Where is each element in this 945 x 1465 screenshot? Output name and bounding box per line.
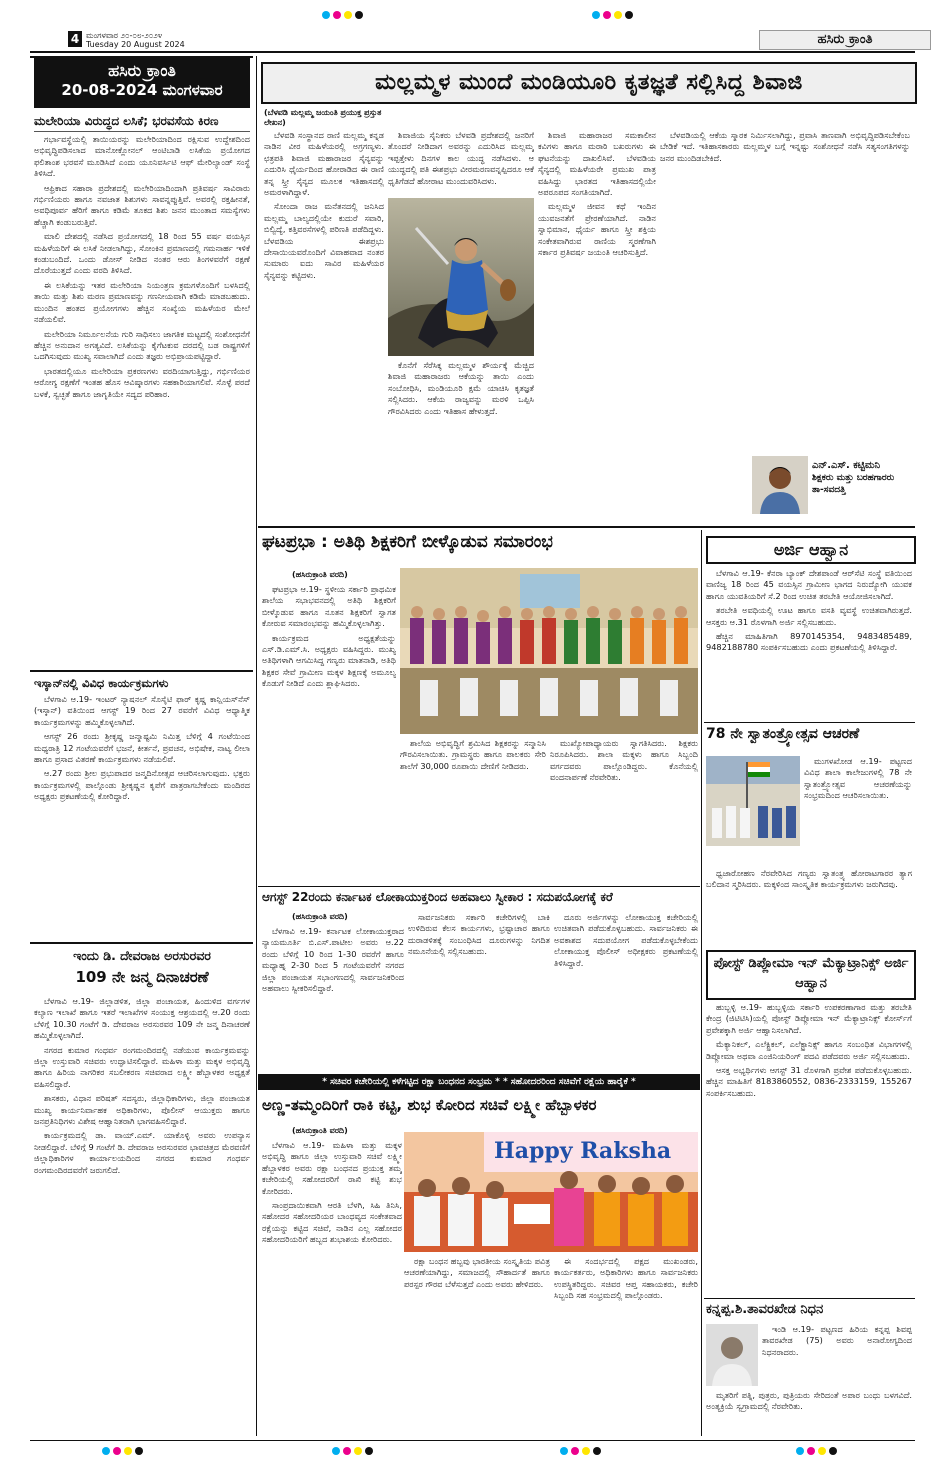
registration-dots-top: [322, 11, 363, 19]
lead-paragraph: ಶಿವಾಜಿಯ ಸೈನಿಕರು ಬೆಳವಡಿ ಪ್ರದೇಶದಲ್ಲಿ ಜನರಿಗೆ ತೊಂದರೆ ನೀಡಿದಾಗ ಅವರನ್ನು ಎದುರಿಸಿದ ಮಲ್ಲಮ್ಮ ಇಪ್ಪತ್ತೇಳು ದಿನಗಳ ಕಾಲ ಯುದ್ಧ ನಡೆಸಿದಳು. ಆ ಯುದ್ಧದಲ್ಲಿ ಪತಿ ಈಶಪ್ರಭು ವೀರಮರಣವನ್ನಪ್ಪಿದರೂ ಆಕೆ ಧೃತಿಗೆಡದೆ ಹೋರಾಟ ಮುಂದುವರಿಸಿದಳು.: [388, 130, 534, 186]
masthead-title: ಹಸಿರು ಕ್ರಾಂತಿ: [108, 61, 176, 80]
lokayukta-body-col2: [408, 912, 550, 1070]
ghataprabha-body-col3: [550, 738, 698, 882]
registration-dots-bottom-1: [102, 1447, 143, 1455]
lead-kicker: (ಬೆಳವಡಿ ಮಲ್ಲಮ್ಮ ಜಯಂತಿ ಪ್ರಯುಕ್ತ ಪ್ರಸ್ತುತ ಲೇಖನ): [264, 108, 382, 127]
author-byline: [812, 460, 912, 496]
editorial-paragraph: ಮಲೇರಿಯಾ ನಿರ್ಮೂಲನೆಯ ಗುರಿ ಸಾಧಿಸಲು ಜಾಗತಿಕ ಮಟ್ಟದಲ್ಲಿ ಸಂಶೋಧನೆಗೆ ಹೆಚ್ಚಿನ ಅನುದಾನ ಅಗತ್ಯವಿದೆ. ಲಸಿಕೆಯನ್ನು ಕೈಗೆಟಕುವ ದರದಲ್ಲಿ ಬಡ ರಾಷ್ಟ್ರಗಳಿಗೆ ಒದಗಿಸುವುದು ಮುಖ್ಯ ಸವಾಲಾಗಿದೆ ಎಂದು ತಜ್ಞರು ಅಭಿಪ್ರಾಯಪಟ್ಟಿದ್ದಾರೆ.: [34, 328, 250, 362]
editorial-paragraph: ಭಾರತದಲ್ಲಿಯೂ ಮಲೇರಿಯಾ ಪ್ರಕರಣಗಳು ವರದಿಯಾಗುತ್ತಿದ್ದು, ಗರ್ಭಿಣಿಯರ ಆರೋಗ್ಯ ರಕ್ಷಣೆಗೆ ಇಂತಹ ಹೊಸ ಆವಿಷ್ಕಾರಗಳು ಸಹಕಾರಿಯಾಗಲಿವೆ. ಸೊಳ್ಳೆ ಪರದೆ ಬಳಕೆ, ಸ್ವಚ್ಛತೆ ಹಾಗೂ ಜಾಗೃತಿಯೇ ಸದ್ಯದ ಪರಿಹಾರ.: [34, 365, 250, 399]
lead-paragraph: ಬೆಳವಡಿಯಲ್ಲಿ ಆಕೆಯ ಸ್ಮಾರಕ ನಿರ್ಮಿಸಲಾಗಿದ್ದು, ಪ್ರವಾಸಿ ತಾಣವಾಗಿ ಅಭಿವೃದ್ಧಿಪಡಿಸಬೇಕೆಂಬ ಬೇಡಿಕೆ ಇದೆ. ಇತಿಹಾಸಕಾರರು ಮಲ್ಲಮ್ಮಳ ಬಗ್ಗೆ ಇನ್ನಷ್ಟು ಸಂಶೋಧನೆ ನಡೆಸಿ ಸತ್ಯಸಂಗತಿಗಳನ್ನು ಜನರ ಮುಂದಿಡಬೇಕಿದೆ.: [660, 130, 910, 163]
ghataprabha-group-photo: [400, 568, 698, 734]
editorial-rule: [34, 131, 250, 132]
iskcon-paragraph: ಬೆಳಗಾವಿ ಆ.19- ಇಂಟರ್ ನ್ಯಾಷನಲ್ ಸೊಸೈಟಿ ಫಾರ್ ಕೃಷ್ಣ ಕಾನ್ಷಿಯಸ್‌ನೆಸ್ (ಇಸ್ಕಾನ್) ವತಿಯಿಂದ ಆಗಸ್ಟ್ 19 ರಿಂದ 27 ರವರೆಗೆ ವಿವಿಧ ಆಧ್ಯಾತ್ಮಿಕ ಕಾರ್ಯಕ್ರಮಗಳನ್ನು ಹಮ್ಮಿಕೊಳ್ಳಲಾಗಿದೆ.: [34, 694, 250, 727]
lead-paragraph: ಶಿವಾಜಿ ಮಹಾರಾಜರ ಸಮಕಾಲೀನ ಕವಿಗಳು ಹಾಗೂ ಮರಾಠಿ ಬಖರುಗಳು ಈ ಘಟನೆಯನ್ನು ದಾಖಲಿಸಿವೆ. ಬೆಳವಡಿಯ ಸೈನ್ಯದಲ್ಲಿ ಮಹಿಳೆಯರೇ ಪ್ರಮುಖ ಪಾತ್ರ ವಹಿಸಿದ್ದು ಭಾರತದ ಇತಿಹಾಸದಲ್ಲಿಯೇ ಅಪರೂಪದ ಸಂಗತಿಯಾಗಿದೆ.: [538, 130, 656, 198]
diploma-headline: ಪೋಸ್ಟ್ ಡಿಪ್ಲೋಮಾ ಇನ್ ಮೆಕ್ಯಾಟ್ರಾನಿಕ್ಸ್ ಅರ್ಜಿ ಆಹ್ವಾನ: [706, 950, 916, 1000]
header-date: [86, 31, 185, 49]
registration-dots-bottom-2: [332, 1447, 373, 1455]
editorial-paragraph: ಮಾಲಿ ದೇಶದಲ್ಲಿ ನಡೆಸಿದ ಪ್ರಯೋಗದಲ್ಲಿ 18 ರಿಂದ 55 ವರ್ಷ ವಯಸ್ಸಿನ ಮಹಿಳೆಯರಿಗೆ ಈ ಲಸಿಕೆ ನೀಡಲಾಗಿದ್ದು, ಸೋಂಕಿನ ಪ್ರಮಾಣದಲ್ಲಿ ಗಮನಾರ್ಹ ಇಳಿಕೆ ಕಂಡುಬಂದಿದೆ. ಒಂದು ಡೋಸ್ ನೀಡಿದ ನಂತರ ಆರು ತಿಂಗಳವರೆಗೆ ರಕ್ಷಣೆ ದೊರೆಯುತ್ತದೆ ಎಂದು ವರದಿ ತಿಳಿಸಿದೆ.: [34, 231, 250, 276]
author-role: ಶಿಕ್ಷಕರು ಮತ್ತು ಬರಹಗಾರರು: [812, 473, 895, 483]
obituary-top-rule: [704, 1298, 915, 1299]
header-rule: [30, 51, 915, 53]
editorial-body: [34, 134, 250, 662]
obituary-body-side: [762, 1324, 912, 1386]
urs-headline-line1: ಇಂದು ಡಿ. ದೇವರಾಜ ಅರಸುರವರ: [73, 948, 211, 963]
editorial-paragraph: ಆಫ್ರಿಕಾದ ಸಹಾರಾ ಪ್ರದೇಶದಲ್ಲಿ ಮಲೇರಿಯಾದಿಂದಾಗಿ ಪ್ರತಿವರ್ಷ ಸಾವಿರಾರು ಗರ್ಭಿಣಿಯರು ಹಾಗೂ ನವಜಾತ ಶಿಶುಗಳು ಸಾವನ್ನಪ್ಪುತ್ತಿವೆ. ಅವರಲ್ಲಿ ರಕ್ತಹೀನತೆ, ಅವಧಿಪೂರ್ವ ಹೆರಿಗೆ ಹಾಗೂ ಕಡಿಮೆ ತೂಕದ ಶಿಶು ಜನನ ಮುಂತಾದ ಸಮಸ್ಯೆಗಳು ಹೆಚ್ಚಾಗಿ ಕಂಡುಬರುತ್ತಿವೆ.: [34, 182, 250, 227]
ghataprabha-paragraph: ಮುಖ್ಯೋಪಾಧ್ಯಾಯರು ಸ್ವಾಗತಿಸಿದರು. ಶಿಕ್ಷಕರು ನಿರೂಪಿಸಿದರು. ಶಾಲಾ ಮಕ್ಕಳು ಹಾಗೂ ಸಿಬ್ಬಂದಿ ವರ್ಗದವರು ಪಾಲ್ಗೊಂಡಿದ್ದರು. ಕೊನೆಯಲ್ಲಿ ವಂದನಾರ್ಪಣೆ ನೆರವೇರಿತು.: [550, 738, 698, 783]
lokayukta-body-col3: [554, 912, 698, 1070]
ghataprabha-paragraph: ಘಟಪ್ರಭಾ ಆ.19- ಸ್ಥಳೀಯ ಸರ್ಕಾರಿ ಪ್ರಾಥಮಿಕ ಶಾಲೆಯ ಸಭಾಭವನದಲ್ಲಿ ಅತಿಥಿ ಶಿಕ್ಷಕರಿಗೆ ಬೀಳ್ಕೊಡುವ ಹಾಗೂ ನೂತನ ಶಿಕ್ಷಕರಿಗೆ ಸ್ವಾಗತ ಕೋರುವ ಸಮಾರಂಭವನ್ನು ಹಮ್ಮಿಕೊಳ್ಳಲಾಗಿತ್ತು.: [262, 584, 396, 629]
independence-top-rule: [704, 722, 915, 723]
urs-paragraph: ನಗರದ ಕುಮಾರ ಗಂಧರ್ವ ರಂಗಮಂದಿರದಲ್ಲಿ ನಡೆಯುವ ಕಾರ್ಯಕ್ರಮವನ್ನು ಜಿಲ್ಲಾ ಉಸ್ತುವಾರಿ ಸಚಿವರು ಉದ್ಘಾಟಿಸಲಿದ್ದಾರೆ. ಮಹಿಳಾ ಮತ್ತು ಮಕ್ಕಳ ಅಭಿವೃದ್ಧಿ ಹಾಗೂ ಹಿರಿಯ ನಾಗರಿಕರ ಸಬಲೀಕರಣ ಸಚಿವರಾದ ಲಕ್ಷ್ಮೀ ಹೆಬ್ಬಾಳಕರ ಅಧ್ಯಕ್ಷತೆ ವಹಿಸಲಿದ್ದಾರೆ.: [34, 1044, 250, 1089]
raksha-photo: [404, 1132, 698, 1252]
lead-paragraph: ಸೋಂದಾ ರಾಜ ಮನೆತನದಲ್ಲಿ ಜನಿಸಿದ ಮಲ್ಲಮ್ಮ ಬಾಲ್ಯದಲ್ಲಿಯೇ ಕುದುರೆ ಸವಾರಿ, ಬಿಲ್ವಿದ್ಯೆ, ಕತ್ತಿವರಸೆಗಳಲ್ಲಿ ಪರಿಣತಿ ಪಡೆದಿದ್ದಳು. ಬೆಳವಡಿಯ ಈಶಪ್ರಭು ದೇಸಾಯಿಯವರೊಂದಿಗೆ ವಿವಾಹವಾದ ನಂತರ ಸುಮಾರು ಐದು ಸಾವಿರ ಮಹಿಳೆಯರ ಸೈನ್ಯವನ್ನು ಕಟ್ಟಿದಳು.: [264, 201, 384, 280]
independence-body: [706, 868, 912, 946]
obituary-paragraph: ಮೃತರಿಗೆ ಪತ್ನಿ, ಪುತ್ರರು, ಪುತ್ರಿಯರು ಸೇರಿದಂತೆ ಅಪಾರ ಬಂಧು ಬಳಗವಿದೆ. ಅಂತ್ಯಕ್ರಿಯೆ ಸ್ವಗ್ರಾಮದಲ್ಲಿ ನೆರವೇರಿತು.: [706, 1390, 912, 1412]
registration-dots-top-right: [592, 11, 633, 19]
editorial-paragraph: ಗರ್ಭಾವಸ್ಥೆಯಲ್ಲಿ ತಾಯಿಯರನ್ನು ಮಲೇರಿಯಾದಿಂದ ರಕ್ಷಿಸುವ ಉದ್ದೇಶದಿಂದ ಅಭಿವೃದ್ಧಿಪಡಿಸಲಾದ ಮಾನೋಕ್ಲೋನಲ್ ಆಂಟಿಬಾಡಿ ಲಸಿಕೆಯ ಪ್ರಯೋಗದ ಫಲಿತಾಂಶ ಭರವಸೆ ಮೂಡಿಸಿದೆ ಎಂದು ಯೂನಿವರ್ಸಿಟಿ ಆಫ್ ಮೇರಿಲ್ಯಾಂಡ್ ಸಂಸ್ಥೆ ತಿಳಿಸಿದೆ.: [34, 134, 250, 179]
obituary-headline: ಕನ್ನಪ್ಪ.ಶಿ.ತಾವರಖೇಡ ನಿಧನ: [706, 1302, 824, 1317]
author-name: ಎನ್.ಎಸ್. ಕಟ್ಟಿಮನಿ: [812, 460, 881, 471]
diploma-paragraph: ಹುಬ್ಬಳ್ಳಿ ಆ.19- ಹುಬ್ಬಳ್ಳಿಯ ಸರ್ಕಾರಿ ಉಪಕರಣಾಗಾರ ಮತ್ತು ತರಬೇತಿ ಕೇಂದ್ರ (ಜಿಟಿಟಿಸಿ)ಯಲ್ಲಿ ಪೋಸ್ಟ್ ಡಿಪ್ಲೋಮಾ ಇನ್ ಮೆಕ್ಯಾಟ್ರಾನಿಕ್ಸ್ ಕೋರ್ಸ್‌ಗೆ ಪ್ರವೇಶಕ್ಕಾಗಿ ಅರ್ಜಿ ಆಹ್ವಾನಿಸಲಾಗಿದೆ.: [706, 1002, 912, 1035]
masthead-date: 20-08-2024 ಮಂಗಳವಾರ: [61, 81, 223, 99]
urs-body: [34, 996, 250, 1436]
raksha-paragraph: ಸಾಂಪ್ರದಾಯಿಕವಾಗಿ ಆರತಿ ಬೆಳಗಿ, ಸಿಹಿ ತಿನಿಸಿ, ಸಹೋದರ ಸಹೋದರಿಯರ ಬಾಂಧವ್ಯದ ಸಂಕೇತವಾದ ರಕ್ಷೆಯನ್ನು ಕಟ್ಟಿದ ಸಚಿವೆ, ನಾಡಿನ ಎಲ್ಲ ಸಹೋದರ ಸಹೋದರಿಯರಿಗೆ ಹಬ್ಬದ ಶುಭಾಶಯ ಕೋರಿದರು.: [262, 1200, 402, 1245]
lead-headline: ಮಲ್ಲಮ್ಮಳ ಮುಂದೆ ಮಂಡಿಯೂರಿ ಕೃತಜ್ಞತೆ ಸಲ್ಲಿಸಿದ್ದ ಶಿವಾಜಿ: [261, 62, 917, 104]
ghataprabha-body-col2: [400, 738, 546, 882]
independence-paragraph: ಧ್ವಜಾರೋಹಣ ನೆರವೇರಿಸಿದ ಗಣ್ಯರು ಸ್ವಾತಂತ್ರ್ಯ ಹೋರಾಟಗಾರರ ತ್ಯಾಗ ಬಲಿದಾನ ಸ್ಮರಿಸಿದರು. ಮಕ್ಕಳಿಂದ ಸಾಂಸ್ಕೃತಿಕ ಕಾರ್ಯಕ್ರಮಗಳು ಜರುಗಿದವು.: [706, 868, 912, 890]
diploma-paragraph: ಆಸಕ್ತ ಅಭ್ಯರ್ಥಿಗಳು ಆಗಸ್ಟ್ 31 ರೊಳಗಾಗಿ ಪ್ರವೇಶ ಪಡೆದುಕೊಳ್ಳಬಹುದು. ಹೆಚ್ಚಿನ ಮಾಹಿತಿಗೆ 8183860552, 0836-2333159, 155267 ಸಂಪರ್ಕಿಸಬಹುದು.: [706, 1065, 912, 1098]
urs-paragraph: ಬೆಳಗಾವಿ ಆ.19- ಜಿಲ್ಲಾಡಳಿತ, ಜಿಲ್ಲಾ ಪಂಚಾಯತ, ಹಿಂದುಳಿದ ವರ್ಗಗಳ ಕಲ್ಯಾಣ ಇಲಾಖೆ ಹಾಗೂ ಇತರೆ ಇಲಾಖೆಗಳ ಸಂಯುಕ್ತ ಆಶ್ರಯದಲ್ಲಿ ಆ.20 ರಂದು ಬೆಳಿಗ್ಗೆ 10.30 ಗಂಟೆಗೆ ಡಿ. ದೇವರಾಜ ಅರಸುರವರ 109 ನೇ ಜನ್ಮ ದಿನಾಚರಣೆ ಹಮ್ಮಿಕೊಳ್ಳಲಾಗಿದೆ.: [34, 996, 250, 1041]
lokayukta-top-rule: [258, 886, 700, 887]
ghataprabha-body-col1: [262, 584, 396, 884]
lead-story-bottom-rule: [258, 526, 915, 528]
ghataprabha-photo-art: [400, 568, 698, 734]
ghataprabha-headline: ಘಟಪ್ರಭಾ : ಅತಿಥಿ ಶಿಕ್ಷಕರಿಗೆ ಬೀಳ್ಕೊಡುವ ಸಮಾರಂಭ: [262, 532, 553, 552]
raksha-body-col3: [554, 1256, 698, 1436]
independence-headline: 78 ನೇ ಸ್ವಾತಂತ್ರ್ಯೋತ್ಸವ ಆಚರಣೆ: [706, 726, 860, 742]
iskcon-paragraph: ಆ.27 ರಂದು ಶ್ರೀಲ ಪ್ರಭುಪಾದರ ಜನ್ಮದಿನೋತ್ಸವ ಆಚರಿಸಲಾಗುವುದು. ಭಕ್ತರು ಕಾರ್ಯಕ್ರಮಗಳಲ್ಲಿ ಪಾಲ್ಗೊಂಡು ಶ್ರೀಕೃಷ್ಣನ ಕೃಪೆಗೆ ಪಾತ್ರರಾಗಬೇಕೆಂದು ಮಂದಿರದ ಅಧ್ಯಕ್ಷರು ಪ್ರಕಟಣೆಯಲ್ಲಿ ಕೋರಿದ್ದಾರೆ.: [34, 768, 250, 802]
lokayukta-paragraph: ದೂರು ಅರ್ಜಿಗಳನ್ನು ಲೋಕಾಯುಕ್ತ ಕಚೇರಿಯಲ್ಲಿ ಉಚಿತವಾಗಿ ಪಡೆದುಕೊಳ್ಳಬಹುದು. ಸಾರ್ವಜನಿಕರು ಈ ಅವಕಾಶದ ಸದುಪಯೋಗ ಪಡೆದುಕೊಳ್ಳಬೇಕೆಂದು ಲೋಕಾಯುಕ್ತ ಪೊಲೀಸ್ ಅಧೀಕ್ಷಕರು ಪ್ರಕಟಣೆಯಲ್ಲಿ ತಿಳಿಸಿದ್ದಾರೆ.: [554, 912, 698, 968]
obituary-photo: [706, 1324, 758, 1386]
left-col-divider-2: [30, 942, 253, 944]
obituary-photo-art: [706, 1324, 758, 1386]
right-column-divider: [701, 530, 702, 1436]
lead-paragraph: ಮಲ್ಲಮ್ಮಳ ಜೀವನ ಕಥೆ ಇಂದಿನ ಯುವಜನತೆಗೆ ಪ್ರೇರಣೆಯಾಗಿದೆ. ನಾಡಿನ ಸ್ವಾಭಿಮಾನ, ಧೈರ್ಯ ಹಾಗೂ ಸ್ತ್ರೀ ಶಕ್ತಿಯ ಸಂಕೇತವಾಗಿರುವ ರಾಣಿಯ ಸ್ಮರಣೆಗಾಗಿ ಸರ್ಕಾರ ಪ್ರತಿವರ್ಷ ಜಯಂತಿ ಆಚರಿಸುತ್ತಿದೆ.: [538, 201, 656, 258]
lokayukta-headline: ಆಗಸ್ಟ್ 22ರಂದು ಕರ್ನಾಟಕ ಲೋಕಾಯುಕ್ತರಿಂದ ಅಹವಾಲು ಸ್ವೀಕಾರ : ಸದುಪಯೋಗಕ್ಕೆ ಕರೆ: [262, 890, 613, 904]
raksha-body-col2: [404, 1256, 550, 1436]
urs-headline-line2: 109 ನೇ ಜನ್ಮ ದಿನಾಚರಣೆ: [75, 968, 209, 986]
page-bottom-rule: [30, 1440, 915, 1441]
urs-paragraph: ಕಾರ್ಯಕ್ರಮದಲ್ಲಿ ಡಾ. ವಾಯ್.ಎಮ್. ಯಾಕೊಳ್ಳಿ ಅವರು ಉಪನ್ಯಾಸ ನೀಡಲಿದ್ದಾರೆ. ಬೆಳಿಗ್ಗೆ 9 ಗಂಟೆಗೆ ಡಿ. ದೇವರಾಜ ಅರಸುರವರ ಭಾವಚಿತ್ರದ ಮೆರವಣಿಗೆ ಜಿಲ್ಲಾಧಿಕಾರಿಗಳ ಕಾರ್ಯಾಲಯದಿಂದ ನಗರದ ಕುಮಾರ ಗಂಧರ್ವ ರಂಗಮಂದಿರದವರೆಗೆ ಜರುಗಲಿದೆ.: [34, 1130, 250, 1175]
author-photo-art: [752, 456, 808, 514]
lokayukta-paragraph: ಬೆಳಗಾವಿ ಆ.19- ಕರ್ನಾಟಕ ಲೋಕಾಯುಕ್ತರಾದ ನ್ಯಾಯಮೂರ್ತಿ ಬಿ.ಎಸ್.ಪಾಟೀಲ ಅವರು ಆ.22 ರಂದು ಬೆಳಿಗ್ಗೆ 10 ರಿಂದ 1-30 ರವರೆಗೆ ಹಾಗೂ ಮಧ್ಯಾಹ್ನ 2-30 ರಿಂದ 5 ಗಂಟೆಯವರೆಗೆ ನಗರದ ಜಿಲ್ಲಾ ಪಂಚಾಯತ ಸಭಾಂಗಣದಲ್ಲಿ ಸಾರ್ವಜನಿಕರಿಂದ ಅಹವಾಲು ಸ್ವೀಕರಿಸಲಿದ್ದಾರೆ.: [262, 926, 404, 994]
arji-paragraph: ತರಬೇತಿ ಅವಧಿಯಲ್ಲಿ ಊಟ ಹಾಗೂ ವಸತಿ ವ್ಯವಸ್ಥೆ ಉಚಿತವಾಗಿರುತ್ತದೆ. ಆಸಕ್ತರು ಆ.31 ರೊಳಗಾಗಿ ಅರ್ಜಿ ಸಲ್ಲಿಸಬಹುದು.: [706, 605, 912, 627]
iskcon-body: [34, 694, 250, 938]
registration-dots-bottom-3: [560, 1447, 601, 1455]
raksha-paragraph: ಬೆಳಗಾವಿ ಆ.19- ಮಹಿಳಾ ಮತ್ತು ಮಕ್ಕಳ ಅಭಿವೃದ್ಧಿ ಹಾಗೂ ಜಿಲ್ಲಾ ಉಸ್ತುವಾರಿ ಸಚಿವೆ ಲಕ್ಷ್ಮೀ ಹೆಬ್ಬಾಳಕರ ಅವರು ರಕ್ಷಾ ಬಂಧನದ ಪ್ರಯುಕ್ತ ತಮ್ಮ ಕಚೇರಿಯಲ್ಲಿ ಸಹೋದರರಿಗೆ ರಾಖಿ ಕಟ್ಟಿ ಶುಭ ಕೋರಿದರು.: [262, 1140, 402, 1196]
independence-body-side: [804, 756, 912, 866]
obituary-body: [706, 1390, 912, 1436]
author-place: ತಾ-ಸವದತ್ತಿ: [812, 485, 846, 495]
author-photo: [752, 456, 808, 514]
raksha-paragraph: ಈ ಸಂದರ್ಭದಲ್ಲಿ ಪಕ್ಷದ ಮುಖಂಡರು, ಕಾರ್ಯಕರ್ತರು, ಅಧಿಕಾರಿಗಳು ಹಾಗೂ ಸಾರ್ವಜನಿಕರು ಉಪಸ್ಥಿತರಿದ್ದರು. ಸಚಿವರ ಆಪ್ತ ಸಹಾಯಕರು, ಕಚೇರಿ ಸಿಬ್ಬಂದಿ ಸಹ ಸಂಭ್ರಮದಲ್ಲಿ ಪಾಲ್ಗೊಂಡರು.: [554, 1256, 698, 1301]
left-col-divider-1: [30, 670, 253, 672]
iskcon-headline: ಇಸ್ಕಾನ್‌ನಲ್ಲಿ ವಿವಿಧ ಕಾರ್ಯಕ್ರಮಗಳು: [34, 676, 169, 690]
arji-headline: ಅರ್ಜಿ ಆಹ್ವಾನ: [706, 536, 916, 564]
raksha-credit: (ಹಸಿರುಕ್ರಾಂತಿ ವರದಿ): [292, 1126, 348, 1135]
ghataprabha-paragraph: ಶಾಲೆಯ ಅಭಿವೃದ್ಧಿಗೆ ಶ್ರಮಿಸಿದ ಶಿಕ್ಷಕರನ್ನು ಸನ್ಮಾನಿಸಿ ಗೌರವಿಸಲಾಯಿತು. ಗ್ರಾಮಸ್ಥರು ಹಾಗೂ ಪಾಲಕರು ಸೇರಿ ಶಾಲೆಗೆ 30,000 ರೂಪಾಯಿ ದೇಣಿಗೆ ನೀಡಿದರು.: [400, 738, 546, 771]
header-date-english: Tuesday 20 August 2024: [86, 40, 185, 49]
lead-body-col2-top: [388, 130, 534, 196]
raksha-strap: * ಸಚಿವರ ಕಚೇರಿಯಲ್ಲಿ ಕಳೆಗಟ್ಟಿದ ರಕ್ಷಾ ಬಂಧನದ ಸಂಭ್ರಮ * * ಸಹೋದರರಿಂದ ಸಚಿವೆಗೆ ರಕ್ಷೆಯ ಹಾರೈಕೆ *: [258, 1074, 700, 1090]
independence-paragraph: ಮುಗಳಖೋಡ ಆ.19- ಪಟ್ಟಣದ ವಿವಿಧ ಶಾಲಾ ಕಾಲೇಜುಗಳಲ್ಲಿ 78 ನೇ ಸ್ವಾತಂತ್ರ್ಯೋತ್ಸವ ಆಚರಣೆಯನ್ನು ಸಂಭ್ರಮದಿಂದ ಆಚರಿಸಲಾಯಿತು.: [804, 756, 912, 801]
lead-body-col4: [660, 130, 910, 452]
raksha-body-col1: [262, 1140, 402, 1436]
lokayukta-body-col1: [262, 926, 404, 1070]
diploma-body: [706, 1002, 912, 1292]
raksha-paragraph: ರಕ್ಷಾ ಬಂಧನ ಹಬ್ಬವು ಭಾರತೀಯ ಸಂಸ್ಕೃತಿಯ ಪವಿತ್ರ ಆಚರಣೆಯಾಗಿದ್ದು, ಸಮಾಜದಲ್ಲಿ ಸೌಹಾರ್ದತೆ ಹಾಗೂ ಪರಸ್ಪರ ಗೌರವ ಬೆಳೆಸುತ್ತದೆ ಎಂದು ಅವರು ಹೇಳಿದರು.: [404, 1256, 550, 1289]
mallamma-painting: [388, 198, 534, 356]
editorial-paragraph: ಈ ಲಸಿಕೆಯನ್ನು ಇತರ ಮಲೇರಿಯಾ ನಿಯಂತ್ರಣ ಕ್ರಮಗಳೊಂದಿಗೆ ಬಳಸಿದಲ್ಲಿ ತಾಯಿ ಮತ್ತು ಶಿಶು ಮರಣ ಪ್ರಮಾಣವನ್ನು ಗಣನೀಯವಾಗಿ ಕಡಿಮೆ ಮಾಡಬಹುದು. ಮುಂದಿನ ಹಂತದ ಪ್ರಯೋಗಗಳು ಹೆಚ್ಚಿನ ಸಂಖ್ಯೆಯ ಮಹಿಳೆಯರ ಮೇಲೆ ನಡೆಯಲಿವೆ.: [34, 279, 250, 325]
editorial-headline: ಮಲೇರಿಯಾ ವಿರುದ್ಧದ ಲಸಿಕೆ; ಭರವಸೆಯ ಕಿರಣ: [34, 114, 219, 128]
header-date-kannada: ಮಂಗಳವಾರ ೨೦-೦೮-೨೦೨೪: [86, 31, 163, 40]
iskcon-paragraph: ಆಗಸ್ಟ್ 26 ರಂದು ಶ್ರೀಕೃಷ್ಣ ಜನ್ಮಾಷ್ಟಮಿ ನಿಮಿತ್ತ ಬೆಳಿಗ್ಗೆ 4 ಗಂಟೆಯಿಂದ ಮಧ್ಯರಾತ್ರಿ 12 ಗಂಟೆಯವರೆಗೆ ಭಜನೆ, ಕೀರ್ತನೆ, ಪ್ರವಚನ, ಅಭಿಷೇಕ, ನಾಟ್ಯ ಲೀಲಾ ಹಾಗೂ ಪ್ರಸಾದ ವಿತರಣೆ ಕಾರ್ಯಕ್ರಮಗಳು ನಡೆಯಲಿವೆ.: [34, 731, 250, 765]
raksha-headline: ಅಣ್ಣ-ತಮ್ಮಂದಿರಿಗೆ ರಾಕಿ ಕಟ್ಟಿ, ಶುಭ ಕೋರಿದ ಸಚಿವೆ ಲಕ್ಷ್ಮೀ ಹೆಬ್ಬಾಳಕರ: [262, 1096, 597, 1114]
lead-body-col1: [264, 130, 384, 520]
ghataprabha-credit: (ಹಸಿರುಕ್ರಾಂತಿ ವರದಿ): [292, 570, 348, 579]
lead-body-col3: [538, 130, 656, 520]
lead-paragraph: ಕೊನೆಗೆ ಸೆರೆಸಿಕ್ಕ ಮಲ್ಲಮ್ಮಳ ಶೌರ್ಯಕ್ಕೆ ಮೆಚ್ಚಿದ ಶಿವಾಜಿ ಮಹಾರಾಜರು ಆಕೆಯನ್ನು ತಾಯಿ ಎಂದು ಸಂಬೋಧಿಸಿ, ಮಂಡಿಯೂರಿ ಕ್ಷಮೆ ಯಾಚಿಸಿ ಕೃತಜ್ಞತೆ ಸಲ್ಲಿಸಿದರು. ಆಕೆಯ ರಾಜ್ಯವನ್ನು ಮರಳಿ ಒಪ್ಪಿಸಿ ಗೌರವಿಸಿದರು ಎಂದು ಇತಿಹಾಸ ಹೇಳುತ್ತದೆ.: [388, 360, 534, 416]
arji-body: [706, 568, 912, 716]
registration-dots-bottom-4: [796, 1447, 837, 1455]
urs-paragraph: ಶಾಸಕರು, ವಿಧಾನ ಪರಿಷತ್ ಸದಸ್ಯರು, ಜಿಲ್ಲಾಧಿಕಾರಿಗಳು, ಜಿಲ್ಲಾ ಪಂಚಾಯತ ಮುಖ್ಯ ಕಾರ್ಯನಿರ್ವಾಹಕ ಅಧಿಕಾರಿಗಳು, ಪೊಲೀಸ್ ಆಯುಕ್ತರು ಹಾಗೂ ಜನಪ್ರತಿನಿಧಿಗಳು ವಿಶೇಷ ಆಹ್ವಾನಿತರಾಗಿ ಭಾಗವಹಿಸಲಿದ್ದಾರೆ.: [34, 1093, 250, 1127]
urs-headline: [34, 948, 250, 986]
header-brand: ಹಸಿರು ಕ್ರಾಂತಿ: [759, 30, 931, 50]
independence-photo: [706, 756, 800, 846]
arji-paragraph: ಹೆಚ್ಚಿನ ಮಾಹಿತಿಗಾಗಿ 8970145354, 9483485489, 9482188780 ಸಂಪರ್ಕಿಸಬಹುದು ಎಂದು ಪ್ರಕಟಣೆಯಲ್ಲಿ ತಿಳಿಸಿದ್ದಾರೆ.: [706, 631, 912, 653]
independence-photo-art: [706, 756, 800, 846]
page-number: 4: [68, 31, 82, 47]
lokayukta-credit: (ಹಸಿರುಕ್ರಾಂತಿ ವರದಿ): [292, 912, 348, 921]
lokayukta-paragraph: ಸಾರ್ವಜನಿಕರು ಸರ್ಕಾರಿ ಕಚೇರಿಗಳಲ್ಲಿ ಬಾಕಿ ಉಳಿದಿರುವ ಕೆಲಸ ಕಾರ್ಯಗಳು, ಭ್ರಷ್ಟಾಚಾರ ಹಾಗೂ ದುರಾಡಳಿತಕ್ಕೆ ಸಂಬಂಧಿಸಿದ ದೂರುಗಳನ್ನು ನಿಗದಿತ ನಮೂನೆಯಲ್ಲಿ ಸಲ್ಲಿಸಬಹುದು.: [408, 912, 550, 957]
diploma-paragraph: ಮೆಕ್ಯಾನಿಕಲ್, ಎಲೆಕ್ಟ್ರಿಕಲ್, ಎಲೆಕ್ಟ್ರಾನಿಕ್ಸ್ ಹಾಗೂ ಸಂಬಂಧಿತ ವಿಭಾಗಗಳಲ್ಲಿ ಡಿಪ್ಲೋಮಾ ಅಥವಾ ಎಂಜಿನಿಯರಿಂಗ್ ಪದವಿ ಪಡೆದವರು ಅರ್ಜಿ ಸಲ್ಲಿಸಬಹುದು.: [706, 1039, 912, 1061]
mallamma-painting-art: [388, 198, 534, 356]
lead-body-col2-bottom: [388, 360, 534, 520]
raksha-banner-text: Happy Raksha: [494, 1138, 672, 1164]
arji-paragraph: ಬೆಳಗಾವಿ ಆ.19- ಕೆನರಾ ಬ್ಯಾಂಕ್ ದೇಶಪಾಂಡೆ ಆರ್‌ಸೆಟಿ ಸಂಸ್ಥೆ ವತಿಯಿಂದ ವಾಣಿಜ್ಯ 18 ರಿಂದ 45 ವಯಸ್ಸಿನ ಗ್ರಾಮೀಣ ಭಾಗದ ನಿರುದ್ಯೋಗಿ ಯುವಕ ಹಾಗೂ ಯುವತಿಯರಿಗೆ ಸೆ.2 ರಿಂದ ಉಚಿತ ತರಬೇತಿ ಆಯೋಜಿಸಲಾಗಿದೆ.: [706, 568, 912, 601]
ghataprabha-paragraph: ಕಾರ್ಯಕ್ರಮದ ಅಧ್ಯಕ್ಷತೆಯನ್ನು ಎಸ್.ಡಿ.ಎಮ್.ಸಿ. ಅಧ್ಯಕ್ಷರು ವಹಿಸಿದ್ದರು. ಮುಖ್ಯ ಅತಿಥಿಗಳಾಗಿ ಆಗಮಿಸಿದ್ದ ಗಣ್ಯರು ಮಾತನಾಡಿ, ಅತಿಥಿ ಶಿಕ್ಷಕರ ಸೇವೆ ಗ್ರಾಮೀಣ ಮಕ್ಕಳ ಶಿಕ್ಷಣಕ್ಕೆ ಅಮೂಲ್ಯ ಕೊಡುಗೆ ನೀಡಿದೆ ಎಂದು ಶ್ಲಾಘಿಸಿದರು.: [262, 632, 396, 689]
left-column-divider: [256, 56, 257, 1436]
obituary-paragraph: ಇಂಡಿ ಆ.19- ಪಟ್ಟಣದ ಹಿರಿಯ ಕನ್ನಪ್ಪ ಶಿವಪ್ಪ ತಾವರಖೇಡ (75) ಅವರು ಅನಾರೋಗ್ಯದಿಂದ ನಿಧನರಾದರು.: [762, 1324, 912, 1357]
lead-paragraph: ಬೆಳವಡಿ ಸಂಸ್ಥಾನದ ರಾಣಿ ಮಲ್ಲಮ್ಮ ಕನ್ನಡ ನಾಡಿನ ವೀರ ಮಹಿಳೆಯರಲ್ಲಿ ಅಗ್ರಗಣ್ಯಳು. ಛತ್ರಪತಿ ಶಿವಾಜಿ ಮಹಾರಾಜರ ಸೈನ್ಯವನ್ನು ಎದುರಿಸಿ ಧೈರ್ಯದಿಂದ ಹೋರಾಡಿದ ಈ ರಾಣಿ ತನ್ನ ಸ್ತ್ರೀ ಸೈನ್ಯದ ಮೂಲಕ ಇತಿಹಾಸದಲ್ಲಿ ಅಮರಳಾಗಿದ್ದಾಳೆ.: [264, 130, 384, 198]
masthead: [34, 58, 250, 108]
